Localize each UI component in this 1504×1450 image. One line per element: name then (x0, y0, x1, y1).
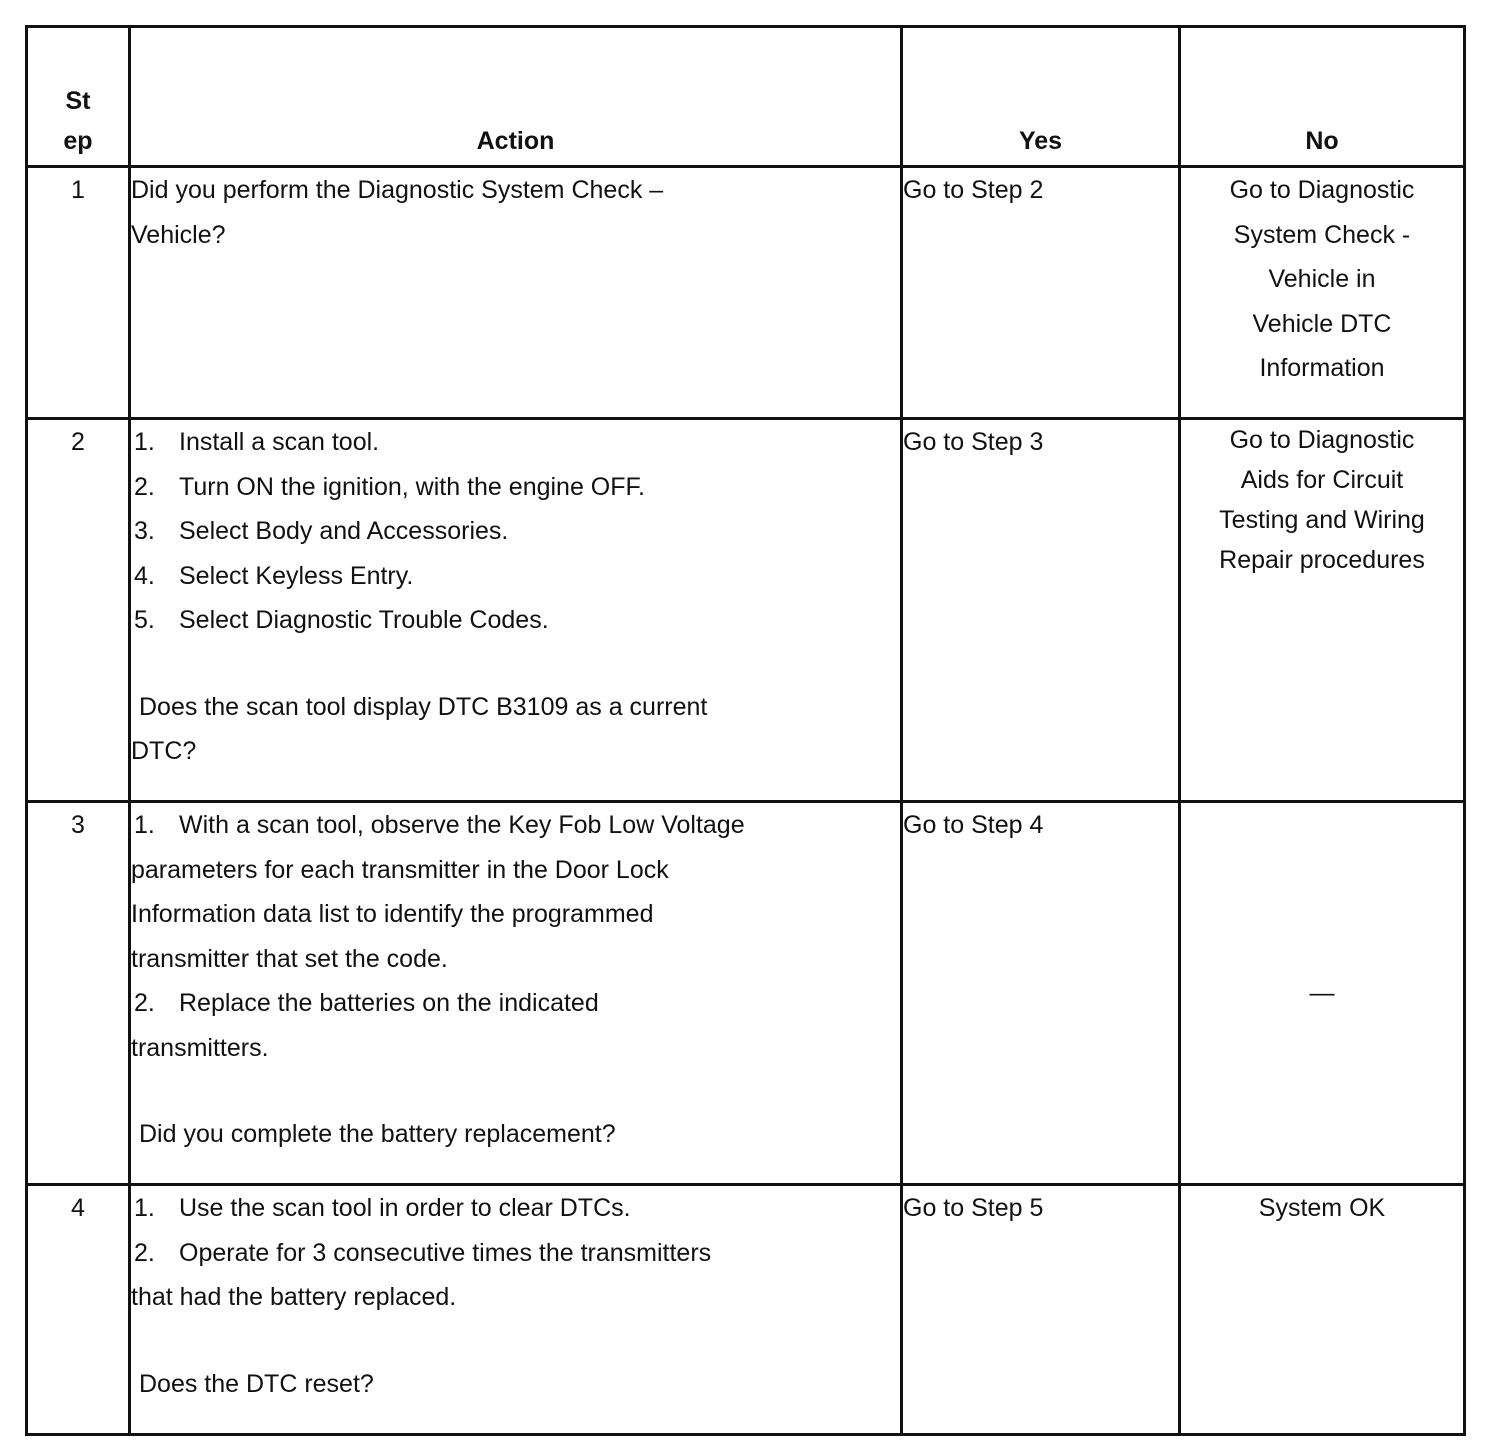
yes-cell: Go to Step 3 (902, 419, 1180, 802)
yes-cell: Go to Step 2 (902, 167, 1180, 419)
no-cell: — (1180, 802, 1465, 1185)
table-row-step-3 (27, 802, 1465, 1185)
yes-cell: Go to Step 4 (902, 802, 1180, 1185)
list-item: 1. With a scan tool, observe the Key Fob Low Voltage (134, 811, 745, 839)
header-no: No (1180, 27, 1465, 167)
table-row-step-2 (27, 419, 1465, 802)
step-number: 1 (27, 167, 130, 419)
diagnostic-table (25, 25, 1466, 1436)
header-action: Action (130, 27, 902, 167)
question-text: Does the DTC reset? (139, 1369, 374, 1398)
list-item: 4. Select Keyless Entry. (134, 561, 414, 590)
no-cell: System OK (1180, 1185, 1465, 1435)
action-cell: 1. Install a scan tool. 2. Turn ON the ignition, with the engine OFF. 3. Select Body and Accessories. 4. Select Keyless Entry. 5. Select Diagnostic Trouble Codes. Does the scan tool display DTC B3109 as a current DTC? (130, 419, 902, 802)
step-number: 2 (27, 419, 130, 802)
table-row-step-4 (27, 1185, 1465, 1435)
list-item: 2. Operate for 3 consecutive times the transmitters (134, 1238, 712, 1267)
list-item: 5. Select Diagnostic Trouble Codes. (134, 606, 549, 634)
yes-cell: Go to Step 5 (902, 1185, 1180, 1435)
list-item: 1. Use the scan tool in order to clear DTCs. (134, 1194, 631, 1222)
step-number: 3 (27, 802, 130, 1185)
question-text: Does the scan tool display DTC B3109 as a current (139, 692, 708, 721)
action-cell: 1. Use the scan tool in order to clear DTCs. 2. Operate for 3 consecutive times the transmitters that had the battery replaced. Does the DTC reset? (130, 1185, 902, 1435)
table-row-step-1 (27, 167, 1465, 419)
action-cell: 1. With a scan tool, observe the Key Fob Low Voltage parameters for each transmitter in the Door Lock Information data list to identify the programmed transmitter that set the code. 2. Replace the batteries on the indicated transmitters. Did you complete the battery replacement? (130, 802, 902, 1185)
list-item: 2. Turn ON the ignition, with the engine OFF. (134, 472, 645, 501)
list-item: 1. Install a scan tool. (134, 428, 380, 456)
action-cell: Did you perform the Diagnostic System Check – Vehicle? (130, 167, 902, 419)
list-item: 2. Replace the batteries on the indicated (134, 989, 599, 1017)
header-row (27, 27, 1465, 167)
header-yes: Yes (902, 27, 1180, 167)
list-item: 3. Select Body and Accessories. (134, 517, 509, 545)
question-text: Did you complete the battery replacement? (139, 1120, 616, 1148)
step-number: 4 (27, 1185, 130, 1435)
no-cell: Go to Diagnostic System Check - Vehicle in Vehicle DTC Information (1180, 167, 1465, 419)
no-cell: Go to Diagnostic Aids for Circuit Testing and Wiring Repair procedures (1180, 419, 1465, 802)
header-step: St ep (27, 27, 130, 167)
